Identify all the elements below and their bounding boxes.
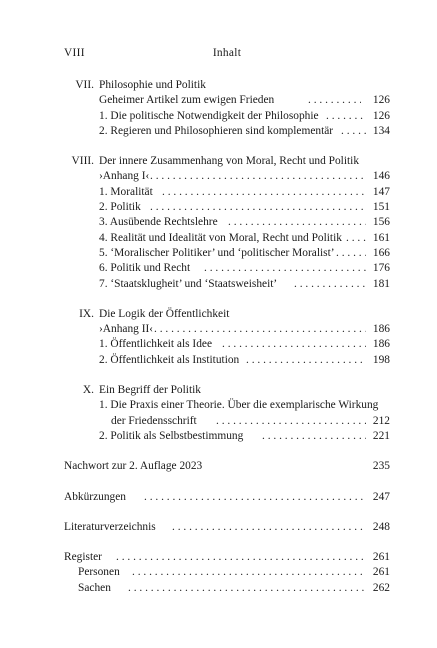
toc-entry-page: 247 xyxy=(372,490,390,503)
chapter-number: VIII. xyxy=(71,155,94,168)
chapter-title: Die Logik der Öffentlichkeit xyxy=(99,307,230,320)
toc-entry-label: Personen xyxy=(78,566,120,579)
toc-entry-page: 261 xyxy=(372,551,390,564)
toc-entry-page: 146 xyxy=(372,170,390,183)
toc-entry-page: 248 xyxy=(372,520,390,533)
toc-entry-label: 2. Regieren und Philosophieren sind komplementär xyxy=(99,124,334,137)
leader-dots xyxy=(308,93,361,108)
toc-entry[interactable] xyxy=(64,200,390,215)
toc-entry-literaturverzeichnis[interactable] xyxy=(64,520,390,535)
toc-entry[interactable] xyxy=(64,565,390,580)
toc-entry-label: Nachwort zur 2. Auflage 2023 xyxy=(64,460,203,473)
leader-dots xyxy=(341,124,366,139)
toc-entry[interactable] xyxy=(64,246,390,261)
page-header xyxy=(64,47,390,61)
toc-entry-label: 3. Ausübende Rechtslehre xyxy=(99,216,218,229)
leader-dots xyxy=(294,277,366,292)
toc-entry[interactable] xyxy=(64,93,390,108)
toc-entry-label: Register xyxy=(64,551,102,564)
chapter-title: Der innere Zusammenhang von Moral, Recht und Politik xyxy=(99,155,360,168)
toc-entry-label: 2. Politik xyxy=(99,201,141,214)
leader-dots xyxy=(150,169,366,184)
leader-dots xyxy=(162,185,366,200)
chapter-number: X. xyxy=(82,384,94,397)
leader-dots xyxy=(228,215,366,230)
table-of-contents xyxy=(64,78,390,596)
leader-dots xyxy=(172,520,366,535)
leader-dots xyxy=(150,200,366,215)
toc-entry-page: 166 xyxy=(372,246,390,259)
leader-dots xyxy=(336,246,366,261)
toc-entry-label: 2. Politik als Selbstbestimmung xyxy=(99,429,244,442)
chapter-title: Philosophie und Politik xyxy=(99,79,206,91)
toc-entry-page: 176 xyxy=(372,262,390,275)
leader-dots xyxy=(128,581,366,596)
toc-entry[interactable] xyxy=(64,124,390,139)
toc-entry-page: 134 xyxy=(372,124,390,137)
leader-dots xyxy=(132,565,366,580)
toc-entry[interactable] xyxy=(64,353,390,368)
toc-entry-page: 151 xyxy=(372,201,390,214)
chapter-number: IX. xyxy=(79,307,94,320)
toc-entry-continuation[interactable] xyxy=(64,414,390,429)
toc-entry-page: 147 xyxy=(372,185,390,198)
toc-entry[interactable] xyxy=(64,429,390,444)
toc-entry-label: ›Anhang II‹ xyxy=(99,323,154,336)
page-number: VIII xyxy=(64,47,85,59)
toc-entry-page: 126 xyxy=(372,109,390,122)
leader-dots xyxy=(326,109,366,124)
toc-entry-abkuerzungen[interactable] xyxy=(64,490,390,505)
leader-dots xyxy=(222,337,366,352)
leader-dots xyxy=(204,261,366,276)
leader-dots xyxy=(144,490,366,505)
toc-entry-page: 262 xyxy=(372,581,390,594)
chapter-heading xyxy=(64,307,390,322)
toc-entry[interactable] xyxy=(64,322,390,337)
chapter-title: Ein Begriff der Politik xyxy=(99,384,201,397)
toc-entry-label: Literaturverzeichnis xyxy=(64,520,156,533)
toc-entry[interactable] xyxy=(64,231,390,246)
toc-entry-nachwort[interactable] xyxy=(64,459,390,474)
toc-entry[interactable] xyxy=(64,581,390,596)
running-head: Inhalt xyxy=(212,47,242,59)
leader-dots xyxy=(154,322,366,337)
chapter-heading xyxy=(64,78,390,93)
toc-entry-line[interactable] xyxy=(64,398,390,413)
toc-entry-page: 181 xyxy=(372,277,390,290)
toc-entry[interactable] xyxy=(64,261,390,276)
toc-entry-label: 2. Öffentlichkeit als Institution xyxy=(99,353,240,366)
toc-entry[interactable] xyxy=(64,337,390,352)
leader-dots xyxy=(346,231,366,246)
toc-entry-label: 6. Politik und Recht xyxy=(99,262,191,275)
toc-entry-page: 186 xyxy=(372,338,390,351)
toc-entry-label: der Friedensschrift xyxy=(111,414,197,427)
toc-entry[interactable] xyxy=(64,277,390,292)
chapter-heading xyxy=(64,383,390,398)
toc-entry-page: 235 xyxy=(372,460,390,473)
toc-entry[interactable] xyxy=(64,185,390,200)
toc-entry-label: Geheimer Artikel zum ewigen Frieden xyxy=(99,94,275,107)
toc-entry-page: 126 xyxy=(372,94,390,107)
toc-entry-page: 198 xyxy=(372,353,390,366)
toc-entry-page: 161 xyxy=(372,231,390,244)
leader-dots xyxy=(116,550,366,565)
toc-entry-label: Abkürzungen xyxy=(64,490,126,503)
toc-entry-label: 1. Die Praxis einer Theorie. Über die exemplarische Wirkung xyxy=(99,399,379,412)
toc-entry-label: 1. Öffentlichkeit als Idee xyxy=(99,338,213,351)
toc-entry-label: 1. Die politische Notwendigkeit der Philosophie xyxy=(99,109,319,122)
toc-entry-label: 7. ‘Staatsklugheit’ und ‘Staatsweisheit’ xyxy=(99,277,278,290)
leader-dots xyxy=(246,353,366,368)
chapter-heading xyxy=(64,154,390,169)
toc-entry[interactable] xyxy=(64,109,390,124)
toc-entry-label: 1. Moralität xyxy=(99,185,153,198)
toc-entry-page: 221 xyxy=(372,429,390,442)
toc-entry-label: 5. ‘Moralischer Politiker’ und ‘politischer Moralist’ xyxy=(99,246,335,259)
toc-entry-label: ›Anhang I‹ xyxy=(99,170,150,183)
toc-entry-register[interactable] xyxy=(64,550,390,565)
toc-entry-page: 261 xyxy=(372,566,390,579)
toc-entry-label: Sachen xyxy=(78,581,111,594)
toc-entry-label: 4. Realität und Idealität von Moral, Recht und Politik xyxy=(99,231,342,244)
leader-dots xyxy=(216,414,366,429)
leader-dots xyxy=(262,429,366,444)
toc-entry-page: 186 xyxy=(372,323,390,336)
chapter-number: VII. xyxy=(75,79,94,91)
toc-entry-page: 212 xyxy=(372,414,390,427)
toc-entry[interactable] xyxy=(64,169,390,184)
toc-entry[interactable] xyxy=(64,215,390,230)
toc-entry-page: 156 xyxy=(372,216,390,229)
